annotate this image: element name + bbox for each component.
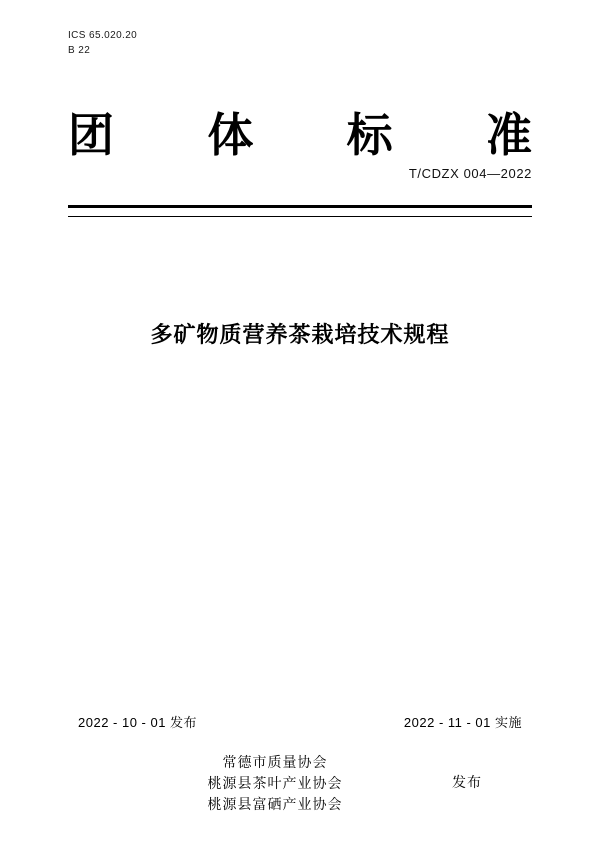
standard-number: T/CDZX 004—2022 <box>408 166 532 181</box>
issuer-2: 桃源县茶叶产业协会 <box>207 775 343 791</box>
standard-type-title <box>68 108 532 162</box>
issuer-list <box>150 752 400 815</box>
standard-type-char-3: 标 <box>346 109 393 161</box>
document-title: 多矿物质营养茶栽培技术规程 <box>150 322 450 347</box>
issuer-1: 常德市质量协会 <box>222 754 328 770</box>
divider-thin <box>68 216 532 217</box>
standard-type-char-1: 团 <box>68 109 114 161</box>
effective-date: 2022 - 11 - 01 实施 <box>403 715 522 730</box>
classification-code: B 22 <box>68 45 91 56</box>
divider-thick <box>68 205 532 208</box>
code-block <box>68 28 137 58</box>
ics-code: ICS 65.020.20 <box>68 30 138 41</box>
standard-type-char-4: 准 <box>485 109 532 161</box>
issue-label: 发布 <box>452 774 482 790</box>
issuer-3: 桃源县富硒产业协会 <box>207 796 343 812</box>
standard-type-char-2: 体 <box>207 109 254 161</box>
issue-date: 2022 - 10 - 01 发布 <box>78 715 198 730</box>
